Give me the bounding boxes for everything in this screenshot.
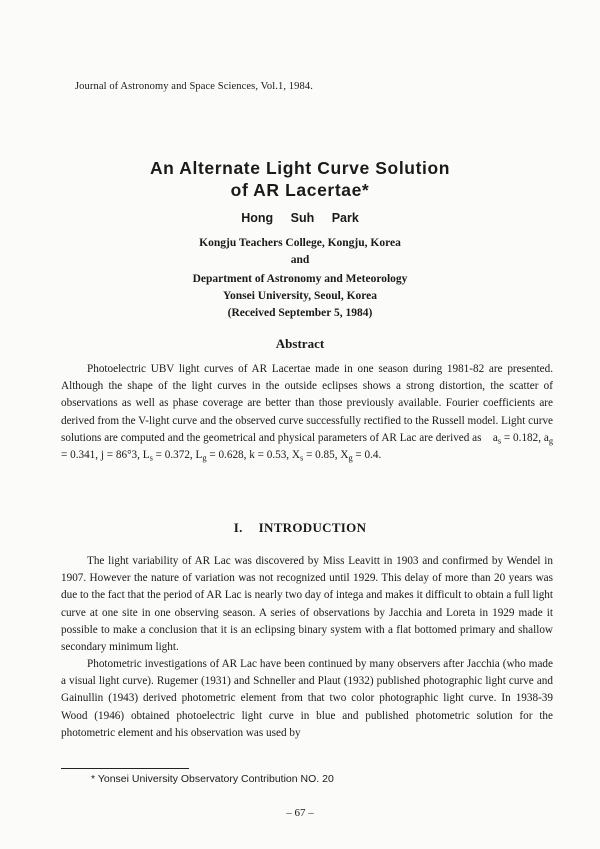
paper-title-line2: of AR Lacertae* xyxy=(230,180,370,200)
param-ls: $L_s = 0.372$, xyxy=(142,449,196,463)
param-lg: $L_g = 0.628$, xyxy=(195,449,247,463)
paper-title-line1: An Alternate Light Curve Solution xyxy=(149,158,451,178)
affiliation-line4: Yonsei University, Seoul, Korea xyxy=(222,290,378,302)
author-name: Hong Suh Park xyxy=(241,211,359,225)
intro-paragraph-1: The light variability of AR Lac was discovered by Miss Leavitt in 1903 and confirmed by Wendel in 1907. However the nature of variation was not recognized until 1929. This delay of more than 20 years was due to the fact that the period of AR Lac is nearly two day of intega and makes it difficult to obtain a full light curve at one site in one observing season. A series of observations by Jacchia and Loreta in 1929 made it possible to make a conclusion that it is an eclipsing binary system with a flat bottomed primary and shallow secondary minimum light. xyxy=(61,555,553,654)
section-title: INTRODUCTION xyxy=(258,520,367,535)
section-heading xyxy=(0,520,600,536)
intro-paragraph-2: Photometric investigations of AR Lac have been continued by many observers after Jacchia (who made a visual light curve). Rugemer (1931) and Schneller and Plaut (1932) published photographic light curve and Gainullin (1943) derived photometric element from that two color photographic light curve. In 1938-39 Wood (1946) obtained photoelectric light curve in blue and published photometric solution for the photometric element and his observation was used by xyxy=(61,658,553,739)
param-xg: $X_g = 0.4$. xyxy=(340,449,382,463)
footnote: * Yonsei University Observatory Contribution NO. 20 xyxy=(91,773,334,785)
param-k: k = 0.53, xyxy=(249,449,292,462)
affiliation-line3: Department of Astronomy and Meteorology xyxy=(192,273,408,285)
param-ag: $a_g = 0.341$, xyxy=(61,431,554,462)
abstract-heading: Abstract xyxy=(275,336,325,351)
journal-header: Journal of Astronomy and Space Sciences, Vol.1, 1984. xyxy=(75,81,313,92)
received-date: (Received September 5, 1984) xyxy=(227,307,373,319)
page-number: – 67 – xyxy=(286,807,314,819)
param-xs: $X_s = 0.85$, xyxy=(291,449,341,463)
affiliation-line2: and xyxy=(290,254,310,266)
footnote-rule xyxy=(61,768,189,769)
abstract-paragraph xyxy=(61,361,553,464)
section-number: I. xyxy=(233,520,243,535)
param-as: $a_s = 0.182$, xyxy=(492,431,544,446)
abstract-text: Photoelectric UBV light curves of AR Lacertae made in one season during 1981-82 are presented. Although the shape of the light curves in the outside eclipses shows a strong distortion, the scatter of observations as well as phase coverage are better than those previously available. Fourier coefficients are derived from the V-light curve and the observed curve successfully rectified to the Russell model. Light curve solutions are computed and the geometrical and physical parameters of AR Lac are derived as xyxy=(61,363,553,444)
param-j: j = 86°3, xyxy=(100,449,143,462)
affiliation-line1: Kongju Teachers College, Kongju, Korea xyxy=(199,237,401,249)
